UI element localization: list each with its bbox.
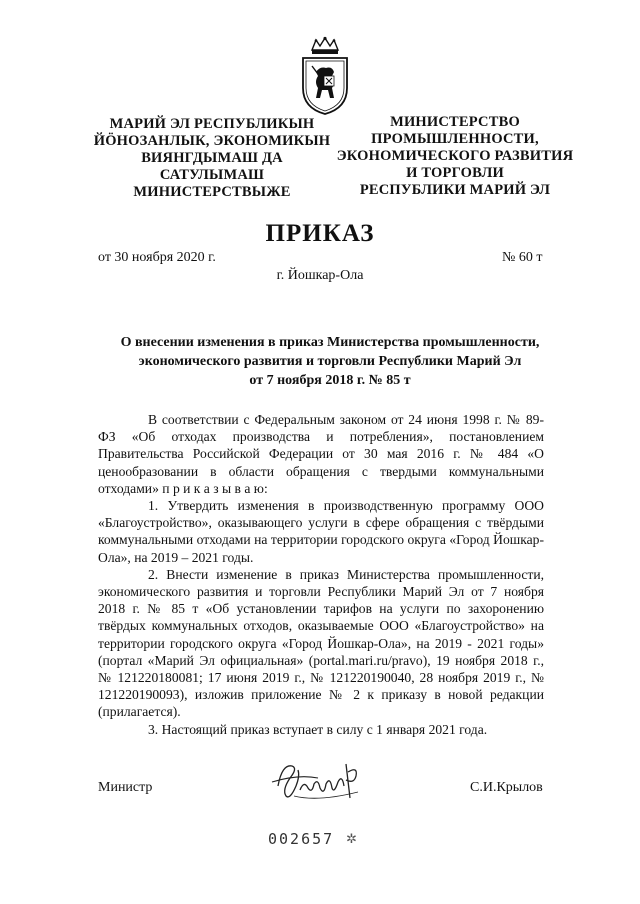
header-right-line: МИНИСТЕРСТВО <box>390 114 520 130</box>
subject-line: от 7 ноября 2018 г. № 85 т <box>249 373 411 388</box>
document-subject <box>100 333 560 390</box>
header-left-line: САТУЛЫМАШ <box>159 167 265 183</box>
body-paragraph: 2. Внести изменение в приказ Министерства промышленности, экономического развития и торговли Республики Марий Эл от 7 ноября 2018 г. № 85 т «Об установлении тарифов на услуги по захоронению твёрдых коммунальных отходов, оказываемые ООО «Благоустройство» на территории городского округа «Город Йошкар-Ола», на 2019 - 2021 годы» (портал «Марий Эл официальная» (portal.mari.ru/pravo), 19 ноября 2018 г., № 121220180081; 17 июня 2019 г., № 121220190040, 28 ноября 2019 г., № 121220190093), изложив приложение № 2 к приказу в новой редакции (прилагается). <box>98 566 544 720</box>
document-title: ПРИКАЗ <box>265 220 375 247</box>
header-left-line: ЙӦНОЗАНЛЫК, ЭКОНОМИКЫН <box>93 133 331 149</box>
handwritten-signature <box>268 756 380 806</box>
document-city: г. Йошкар-Ола <box>276 268 364 283</box>
header-right-line: РЕСПУБЛИКИ МАРИЙ ЭЛ <box>359 182 551 198</box>
document-date: от 30 ноября 2020 г. <box>98 250 216 265</box>
coat-of-arms-icon <box>298 36 352 116</box>
body-paragraph: 1. Утвердить изменения в производственную программу ООО «Благоустройство», оказывающего услуги в сфере обращения с твёрдыми коммунальными отходами на территории городского округа «Город Йошкар-Ола», на 2019 – 2021 годы. <box>98 498 544 565</box>
signer-title: Министр <box>98 780 153 795</box>
header-right-line: ПРОМЫШЛЕННОСТИ, <box>371 131 539 147</box>
header-left-org <box>92 116 332 201</box>
header-left-line: МИНИСТЕРСТВЫЖЕ <box>133 184 291 200</box>
header-left-line: ВИЯНГДЫМАШ ДА <box>141 150 283 166</box>
header-left-line: МАРИЙ ЭЛ РЕСПУБЛИКЫН <box>109 116 315 132</box>
document-body <box>98 411 544 738</box>
body-paragraph: 3. Настоящий приказ вступает в силу с 1 января 2021 года. <box>148 721 488 737</box>
header-right-org <box>330 114 580 199</box>
subject-line: О внесении изменения в приказ Министерства промышленности, <box>120 335 540 350</box>
stamp-mark-icon: ✲ <box>346 831 357 846</box>
body-paragraph: В соответствии с Федеральным законом от 24 июня 1998 г. № 89-ФЗ «Об отходах производства и потребления», постановлением Правительства Российской Федерации от 30 мая 2016 г. № 484 «О ценообразовании в области обращения с твердыми коммунальными отходами» п р и к а з ы в а ю: <box>98 412 544 496</box>
document-number: № 60 т <box>502 250 543 265</box>
header-right-line: И ТОРГОВЛИ <box>406 165 504 181</box>
header-right-line: ЭКОНОМИЧЕСКОГО РАЗВИТИЯ <box>336 148 574 164</box>
serial-number: 002657 <box>268 830 335 848</box>
subject-line: экономического развития и торговли Республики Марий Эл <box>138 354 522 369</box>
signer-name: С.И.Крылов <box>470 780 543 795</box>
